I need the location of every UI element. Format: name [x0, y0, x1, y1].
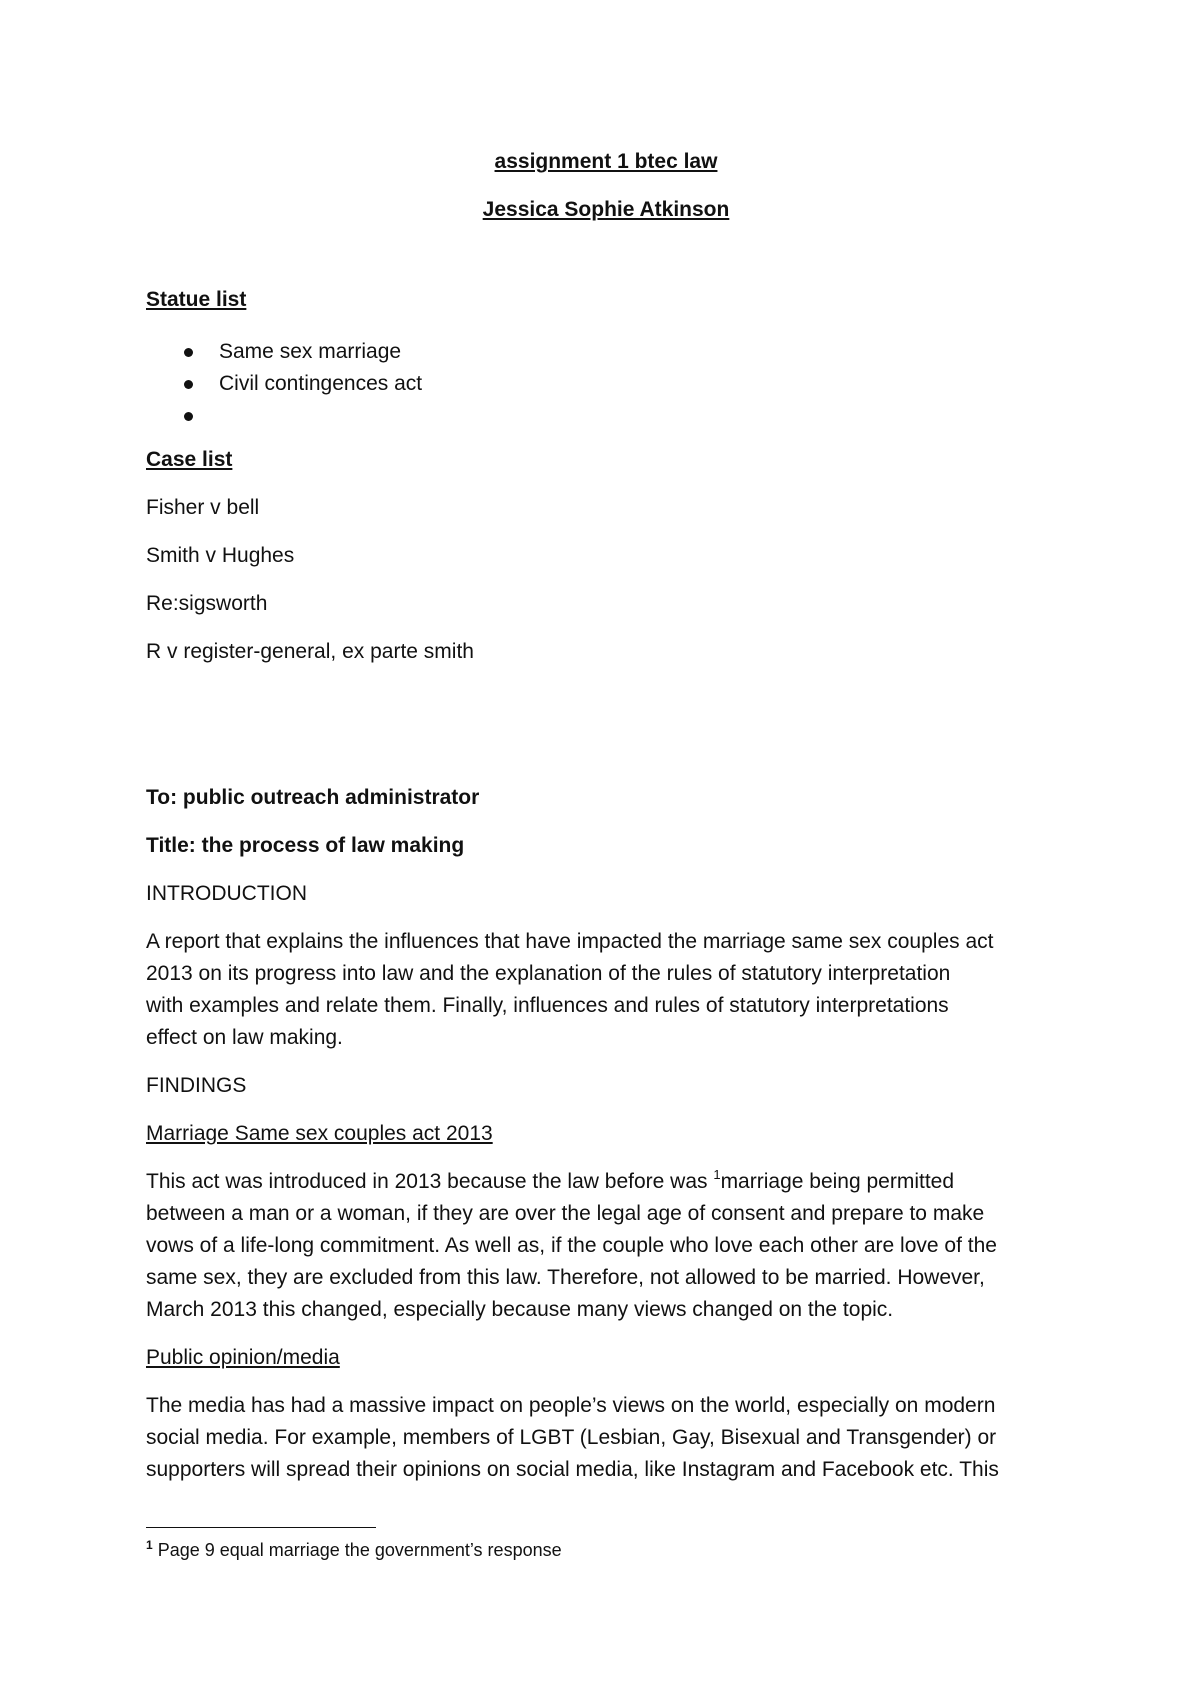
paragraph-line: same sex, they are excluded from this law. Therefore, not allowed to be married. However,: [146, 1266, 985, 1289]
memo-title-line: Title: the process of law making: [146, 834, 465, 857]
paragraph-text: This act was introduced in 2013 because the law before was: [146, 1170, 714, 1193]
case-item: Fisher v bell: [146, 496, 260, 519]
document-title: assignment 1 btec law: [494, 150, 718, 173]
paragraph-text: marriage being permitted: [720, 1170, 955, 1193]
marriage-act-heading: Marriage Same sex couples act 2013: [146, 1122, 493, 1145]
public-opinion-paragraph: [146, 1390, 1066, 1486]
introduction-heading: INTRODUCTION: [146, 882, 307, 905]
case-list-heading: Case list: [146, 448, 233, 471]
paragraph-line: The media has had a massive impact on people’s views on the world, especially on modern: [146, 1394, 996, 1417]
paragraph-line: March 2013 this changed, especially because many views changed on the topic.: [146, 1298, 894, 1321]
author-name: Jessica Sophie Atkinson: [482, 198, 730, 221]
footnote-reference[interactable]: 1: [713, 1167, 721, 1182]
findings-heading: FINDINGS: [146, 1074, 247, 1097]
paragraph-line: social media. For example, members of LGBT (Lesbian, Gay, Bisexual and Transgender) or: [146, 1426, 997, 1449]
memo-to-line: To: public outreach administrator: [146, 786, 480, 809]
paragraph-line: with examples and relate them. Finally, influences and rules of statutory interpretations: [146, 994, 949, 1017]
bullet-icon: [184, 380, 193, 389]
paragraph-line: between a man or a woman, if they are over the legal age of consent and prepare to make: [146, 1202, 985, 1225]
case-item: Re:sigsworth: [146, 592, 268, 615]
footnote-separator: [146, 1527, 376, 1528]
document-title-block: [146, 146, 1066, 178]
list-item: [146, 368, 422, 400]
list-item: [146, 336, 422, 368]
bullet-icon: [184, 412, 193, 421]
paragraph-line: supporters will spread their opinions on social media, like Instagram and Facebook etc. This: [146, 1458, 999, 1481]
paragraph-line: A report that explains the influences that have impacted the marriage same sex couples act: [146, 930, 994, 953]
list-item-label: Civil contingences act: [219, 372, 423, 395]
author-block: [146, 194, 1066, 226]
case-item: R v register-general, ex parte smith: [146, 640, 474, 663]
footnote-text: Page 9 equal marriage the government’s response: [152, 1540, 562, 1560]
paragraph-line: vows of a life-long commitment. As well as, if the couple who love each other are love of the: [146, 1234, 997, 1257]
statute-list-heading: Statue list: [146, 288, 247, 311]
case-item: Smith v Hughes: [146, 544, 295, 567]
footnote: [146, 1538, 562, 1562]
paragraph-line: [146, 1166, 1066, 1198]
marriage-act-paragraph: [146, 1166, 1066, 1326]
statute-list: [146, 336, 422, 432]
paragraph-line: effect on law making.: [146, 1026, 343, 1049]
footnote-number: 1: [146, 1538, 153, 1552]
paragraph-line: 2013 on its progress into law and the explanation of the rules of statutory interpretation: [146, 962, 951, 985]
list-item-label: Same sex marriage: [219, 340, 402, 363]
introduction-paragraph: [146, 926, 1066, 1054]
bullet-icon: [184, 348, 193, 357]
list-item: [146, 400, 422, 432]
public-opinion-heading: Public opinion/media: [146, 1346, 340, 1369]
